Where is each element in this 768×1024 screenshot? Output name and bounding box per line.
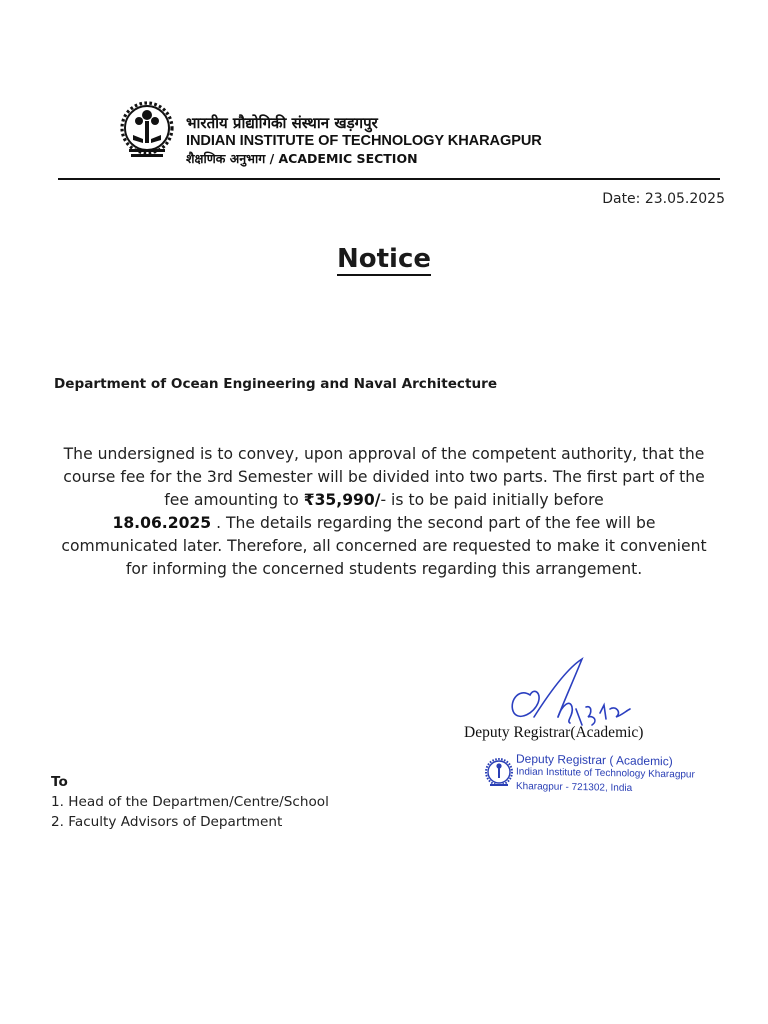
department-name: Department of Ocean Engineering and Naval Architecture <box>54 376 498 392</box>
stamp-title: Deputy Registrar ( Academic) <box>516 751 673 769</box>
payment-deadline: 18.06.2025 <box>112 514 212 532</box>
recipients-label: To <box>51 774 68 790</box>
notice-title <box>0 244 768 274</box>
letterhead-divider <box>58 178 720 180</box>
recipient-item: 2. Faculty Advisors of Department <box>51 814 283 830</box>
notice-date: Date: 23.05.2025 <box>602 191 725 207</box>
body-part-2: - is to be paid initially before <box>380 491 604 509</box>
stamp-institute: Indian Institute of Technology Kharagpur <box>516 766 695 781</box>
stamp-address: Kharagpur - 721302, India <box>516 780 633 795</box>
notice-title-text: Notice <box>336 244 431 274</box>
institute-name-hindi: भारतीय प्रौद्योगिकी संस्थान खड़गपुर <box>186 114 378 132</box>
iit-kharagpur-emblem-icon <box>119 101 175 161</box>
signature-image <box>500 655 640 730</box>
academic-section-label: शैक्षणिक अनुभाग / ACADEMIC SECTION <box>186 151 418 166</box>
body-part-1: The undersigned is to convey, upon approval of the competent authority, that the course fee for the 3rd Semester will be divided into two parts. The first part of the fee amounting to <box>63 445 705 509</box>
notice-body <box>60 443 708 581</box>
signatory-designation: Deputy Registrar(Academic) <box>464 724 644 741</box>
body-part-3: . The details regarding the second part of the fee will be communicated later. Therefore, all concerned are requested to make it convenient for informing the concerned students regarding this arrangement. <box>61 514 707 578</box>
institute-name-english: INDIAN INSTITUTE OF TECHNOLOGY KHARAGPUR <box>186 133 542 149</box>
recipient-item: 1. Head of the Departmen/Centre/School <box>51 794 329 810</box>
stamp-emblem-icon <box>485 758 513 788</box>
fee-amount: ₹35,990/ <box>303 491 381 509</box>
